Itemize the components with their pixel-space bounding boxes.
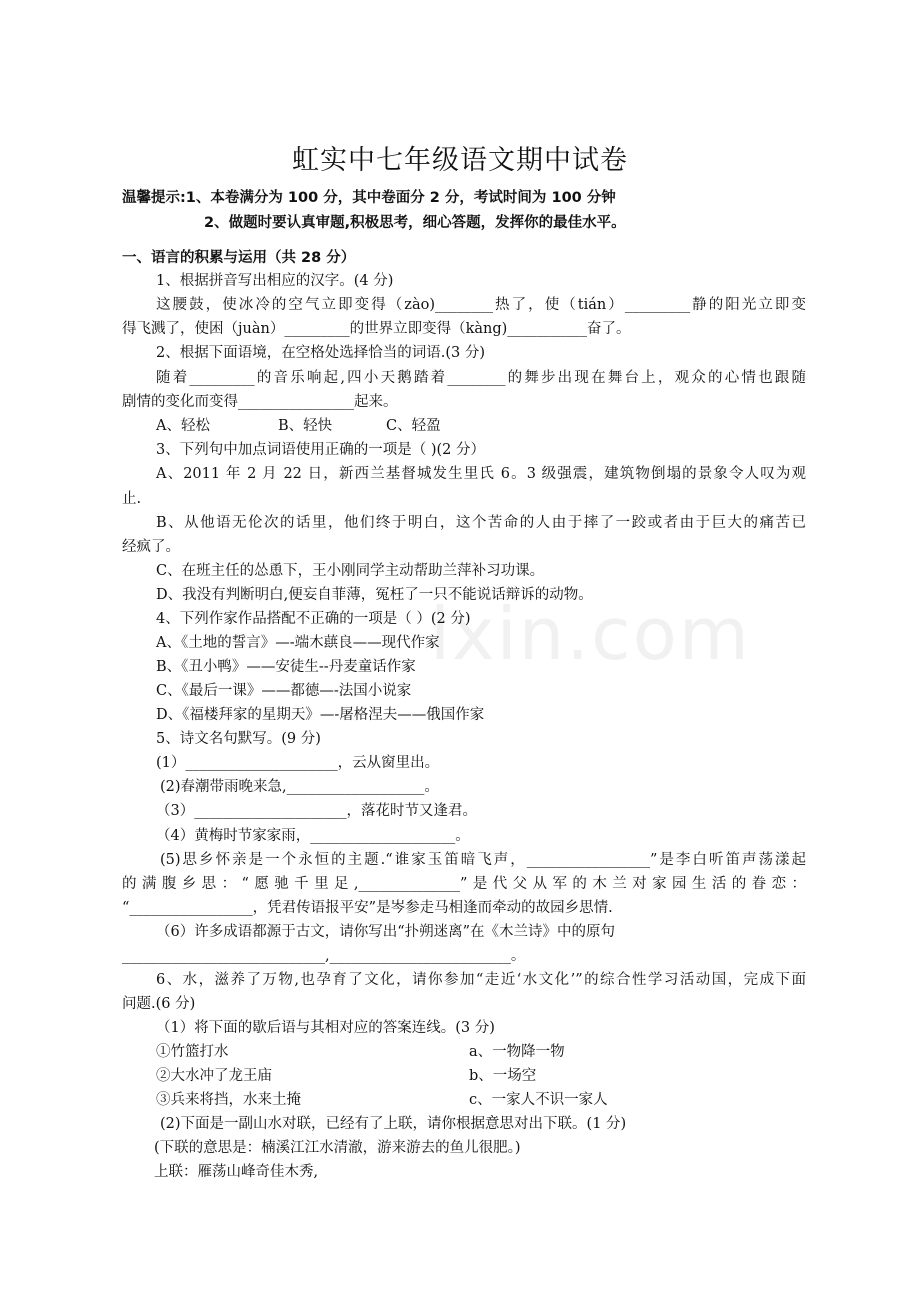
q5-item-5-line-3: “_________________，凭君传语报平安”是岑参走马相逢而牵动的故园乡思情. — [122, 900, 613, 916]
q5-item-6-prompt: （6）许多成语都源于古文，请你写出“扑朔迷离”在《木兰诗》中的原句 — [156, 924, 616, 940]
q5-item-2: (2)春潮带雨晚来急,___________________。 — [160, 779, 439, 795]
answer-a: a、一物降一物 — [469, 1044, 565, 1060]
q6-sub-2: (2)下面是一副山水对联，已经有了上联，请你根据意思对出下联。(1 分) — [160, 1116, 627, 1132]
page-title: 虹实中七年级语文期中试卷 — [292, 145, 628, 176]
hint-line-1: 温馨提示:1、本卷满分为 100 分，其中卷面分 2 分，考试时间为 100 分钟 — [122, 190, 616, 206]
q3-option-b-2: 经疯了。 — [122, 539, 180, 555]
xiehouyu-1: ①竹篮打水 — [156, 1044, 229, 1060]
q4-option-b: B、《丑小鸭》——安徒生--丹麦童话作家 — [156, 659, 416, 675]
q6-prompt-1: 6、水，滋养了万物,也孕育了文化，请你参加“走近‘水文化’”的综合性学习活动国，完成下面 — [156, 972, 806, 988]
hint-line-2: 2、做题时要认真审题,积极思考，细心答题，发挥你的最佳水平。 — [204, 215, 626, 231]
q3-prompt: 3、下列句中加点词语使用正确的一项是（ )(2 分） — [156, 442, 485, 458]
q4-prompt: 4、下列作家作品搭配不正确的一项是（ ）(2 分) — [156, 611, 471, 627]
q5-item-1: (1）_____________________，云从窗里出。 — [156, 755, 440, 771]
q2-line-1: 随着_________的音乐响起,四小天鹅踏着________的舞步出现在舞台上，观众的心情也跟随 — [156, 370, 806, 386]
q5-item-3: （3）_____________________，落花时节又逢君。 — [156, 803, 477, 819]
q5-item-6-blanks: ____________________________,_________________________。 — [122, 948, 526, 964]
q2-option-c: C、轻盈 — [386, 418, 441, 434]
q2-line-2: 剧情的变化而变得________________起来。 — [122, 394, 398, 410]
xiehouyu-2: ②大水冲了龙王庙 — [156, 1068, 272, 1084]
q6-sub-1: （1）将下面的歇后语与其相对应的答案连线。(3 分) — [156, 1020, 495, 1036]
q3-option-a-1: A、2011 年 2 月 22 日，新西兰基督城发生里氏 6。3 级强震，建筑物倒塌的景象令人叹为观 — [156, 466, 806, 482]
q2-option-a: A、轻松 — [156, 418, 210, 434]
q2-option-b: B、轻快 — [278, 418, 333, 434]
section-heading: 一、语言的积累与运用（共 28 分） — [122, 250, 356, 266]
q1-line-2: 得飞溅了，使困（juàn）_________的世界立即变得（kàng)___________奋了。 — [122, 321, 631, 337]
q1-line-1: 这腰鼓，使冰冷的空气立即变得（zào)________热了，使（tián）_________静的阳光立即变 — [156, 297, 806, 313]
q4-option-d: D、《福楼拜家的星期天》—-屠格涅夫——俄国作家 — [156, 707, 485, 723]
watermark: ixin.com — [430, 592, 751, 676]
q1-prompt: 1、根据拼音写出相应的汉字。(4 分) — [156, 273, 394, 289]
q3-option-a-2: 止. — [122, 491, 142, 507]
q4-option-c: C、《最后一课》——都德—-法国小说家 — [156, 683, 412, 699]
answer-c: c、一家人不识一家人 — [469, 1092, 608, 1108]
xiehouyu-3: ③兵来将挡，水来土掩 — [156, 1092, 301, 1108]
q5-prompt: 5、诗文名句默写。(9 分) — [156, 731, 321, 747]
q6-upper-couplet: 上联：雁荡山峰奇佳木秀, — [154, 1164, 319, 1180]
q4-option-a: A、《土地的誓言》—-端木蕻良——现代作家 — [156, 635, 440, 651]
q3-option-c: C、在班主任的怂恿下，王小刚同学主动帮助兰萍补习功课。 — [156, 563, 545, 579]
q3-option-d: D、我没有判断明白,便妄自菲薄，冤枉了一只不能说话辩诉的动物。 — [156, 587, 593, 603]
q5-item-4: （4）黄梅时节家家雨，____________________。 — [156, 828, 470, 844]
q6-prompt-2: 问题.(6 分) — [122, 996, 196, 1012]
q5-item-5-line-1: (5)思乡怀亲是一个永恒的主题.“谁家玉笛暗飞声，_________________”是李白听笛声荡漾起 — [160, 852, 806, 868]
q6-sub-2-note: (下联的意思是：楠溪江江水清澈，游来游去的鱼儿很肥。) — [154, 1140, 521, 1156]
answer-b: b、一场空 — [469, 1068, 537, 1084]
q5-item-5-line-2: 的满腹乡思：“愿驰千里足,______________”是代父从军的木兰对家园生活的眷恋： — [122, 876, 806, 892]
q2-prompt: 2、根据下面语境，在空格处选择恰当的词语.(3 分) — [156, 345, 485, 361]
q3-option-b-1: B、从他语无伦次的话里，他们终于明白，这个苦命的人由于摔了一跤或者由于巨大的痛苦已 — [156, 515, 806, 531]
